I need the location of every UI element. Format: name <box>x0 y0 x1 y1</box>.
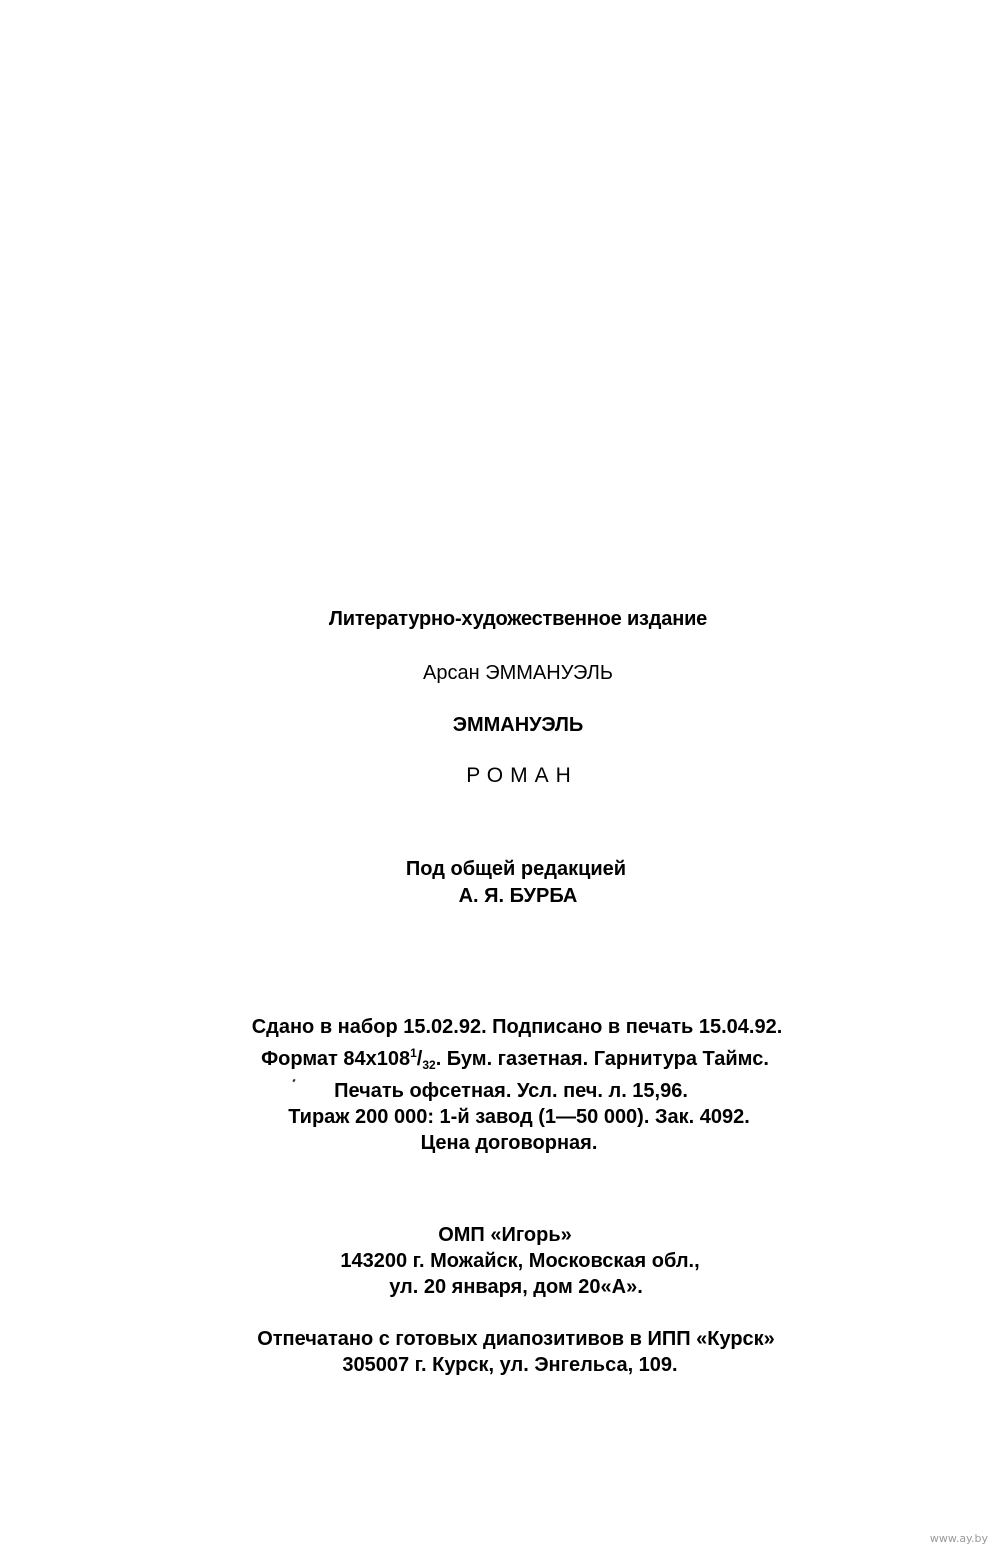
book-title: ЭММАНУЭЛЬ <box>452 714 584 736</box>
imprint-circulation: Тираж 200 000: 1-й завод (1—50 000). Зак. 4092. <box>288 1106 750 1128</box>
printer-block <box>0 1326 1000 1378</box>
watermark: www.ay.by <box>929 1532 988 1545</box>
printer-line2: 305007 г. Курск, ул. Энгельса, 109. <box>342 1354 678 1376</box>
editor-name: А. Я. БУРБА <box>458 885 578 907</box>
imprint-printing: Печать офсетная. Усл. печ. л. 15,96. <box>334 1080 688 1102</box>
imprint-price: Цена договорная. <box>420 1132 598 1154</box>
imprint-dates: Сдано в набор 15.02.92. Подписано в печать 15.04.92. <box>251 1016 783 1038</box>
book-genre: РОМАН <box>466 764 578 787</box>
publisher-block <box>0 1222 1000 1300</box>
publisher-address-line2: ул. 20 января, дом 20«А». <box>389 1276 643 1298</box>
imprint-block <box>0 1014 1000 1156</box>
imprint-format <box>30 1040 1000 1078</box>
format-fraction-denominator: 32 <box>422 1058 436 1072</box>
edition-type: Литературно-художественное издание <box>328 608 708 630</box>
format-fraction-numerator: 1 <box>410 1046 417 1060</box>
editor-line: Под общей редакцией <box>405 858 627 880</box>
printer-line1: Отпечатано с готовых диапозитивов в ИПП «Курск» <box>257 1328 775 1350</box>
imprint-format-prefix: Формат 84х108 <box>261 1048 411 1070</box>
publisher-name: ОМП «Игорь» <box>438 1224 572 1246</box>
author-name: Арсан ЭММАНУЭЛЬ <box>423 662 613 684</box>
publisher-address-line1: 143200 г. Можайск, Московская обл., <box>340 1250 700 1272</box>
imprint-format-suffix: . Бум. газетная. Гарнитура Таймс. <box>435 1048 769 1070</box>
format-fraction-slash: / <box>416 1048 423 1070</box>
